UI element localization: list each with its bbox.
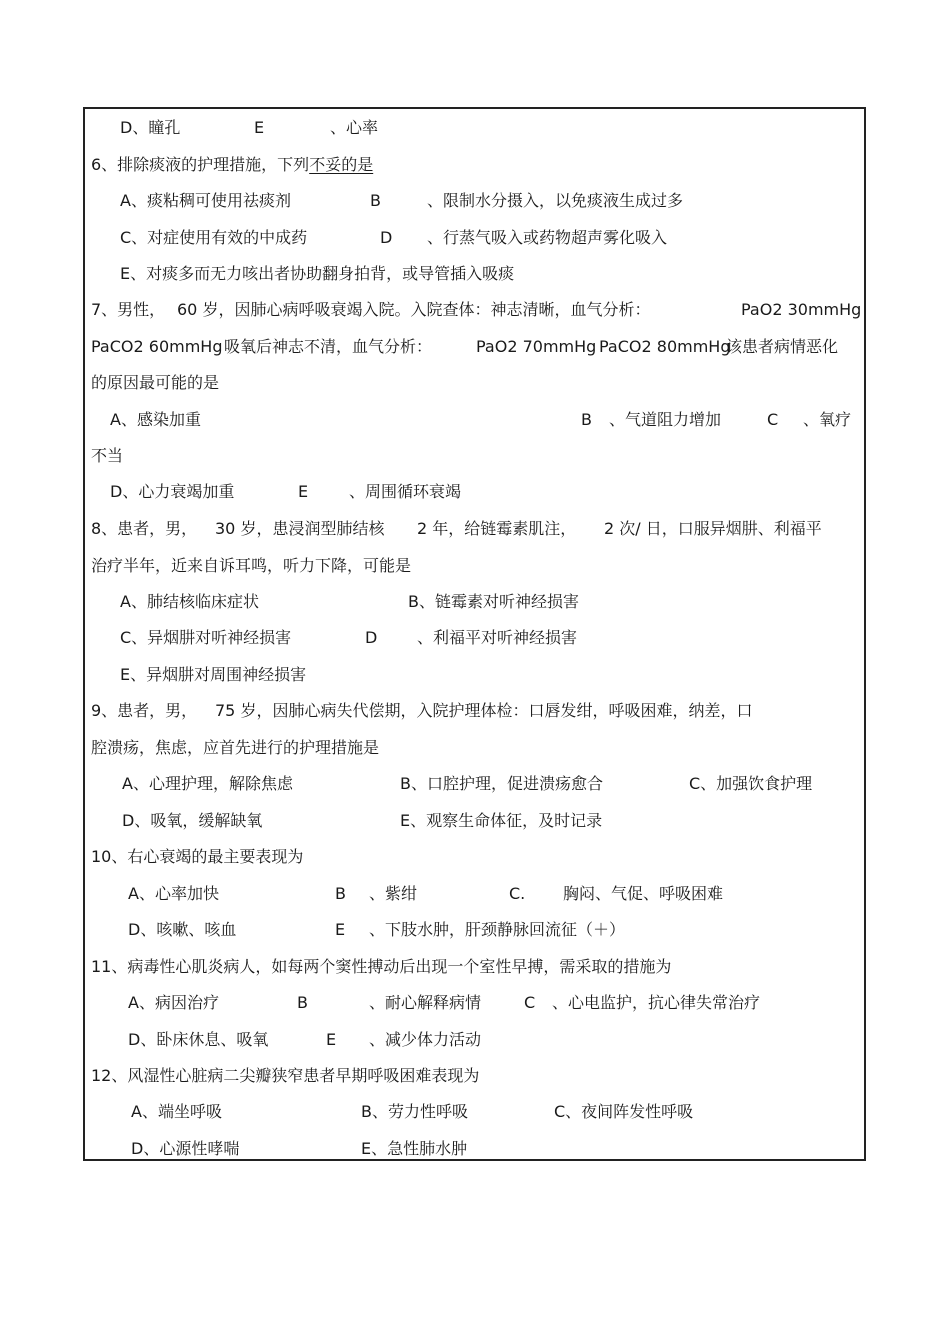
q6-option-a: A、痰粘稠可使用祛痰剂 xyxy=(120,191,291,210)
q11-option-e-text: 、减少体力活动 xyxy=(369,1030,482,1049)
q7-option-c-text: 、氧疗 xyxy=(803,410,852,429)
q8-stem-1b: 30 岁，患浸润型肺结核 xyxy=(215,519,385,538)
q10-option-b-letter: B xyxy=(335,884,346,903)
q7-option-c-wrap: 不当 xyxy=(91,446,124,465)
q6-option-b-text: 、限制水分摄入，以免痰液生成过多 xyxy=(427,191,684,210)
q8-stem-2: 治疗半年，近来自诉耳鸣，听力下降，可能是 xyxy=(91,556,412,575)
q9-option-e: E、观察生命体征，及时记录 xyxy=(400,811,603,830)
q7-stem-2a: PaCO2 60mmHg xyxy=(91,337,223,356)
q9-option-b: B、口腔护理，促进溃疡愈合 xyxy=(400,774,603,793)
q7-stem-2c: PaO2 70mmHg xyxy=(476,337,597,356)
q10-option-c-letter: C. xyxy=(509,884,526,903)
q7-stem-1b: 60 岁，因肺心病呼吸衰竭入院。入院查体：神志清晰，血气分析： xyxy=(177,300,651,319)
q10-stem: 10、右心衰竭的最主要表现为 xyxy=(91,847,304,866)
q12-option-c: C、夜间阵发性呼吸 xyxy=(554,1102,694,1121)
q7-option-e-letter: E xyxy=(298,482,309,501)
q9-stem-1a: 9、患者，男， xyxy=(91,701,198,720)
q9-option-a: A、心理护理，解除焦虑 xyxy=(122,774,293,793)
q7-stem-2d: PaCO2 80mmHg xyxy=(599,337,731,356)
q8-option-e: E、异烟肼对周围神经损害 xyxy=(120,665,307,684)
q7-option-b-text: 、气道阻力增加 xyxy=(609,410,722,429)
q7-stem-1c: PaO2 30mmHg xyxy=(741,300,862,319)
q7-stem-1a: 7、男性， xyxy=(91,300,166,319)
q6-option-b-letter: B xyxy=(370,191,381,210)
q8-stem-1d: 2 次/ 日，口服异烟肼、利福平 xyxy=(604,519,822,538)
q9-stem-2: 腔溃疡，焦虑，应首先进行的护理措施是 xyxy=(91,738,380,757)
q12-option-e: E、急性肺水肿 xyxy=(361,1139,468,1158)
q11-option-a: A、病因治疗 xyxy=(128,993,219,1012)
q6-option-e: E、对痰多而无力咳出者协助翻身拍背，或导管插入吸痰 xyxy=(120,264,515,283)
q10-option-e-text: 、下肢水肿，肝颈静脉回流征（＋） xyxy=(369,920,626,939)
q8-option-d-text: 、利福平对听神经损害 xyxy=(417,628,578,647)
q12-stem: 12、风湿性心脏病二尖瓣狭窄患者早期呼吸困难表现为 xyxy=(91,1066,480,1085)
q8-stem-1a: 8、患者，男， xyxy=(91,519,198,538)
q7-option-d: D、心力衰竭加重 xyxy=(110,482,235,501)
q9-option-c: C、加强饮食护理 xyxy=(689,774,813,793)
q7-option-a: A、感染加重 xyxy=(110,410,201,429)
q5-option-e-text: 、心率 xyxy=(330,118,379,137)
q12-option-b: B、劳力性呼吸 xyxy=(361,1102,468,1121)
q7-stem-2b: 吸氧后神志不清，血气分析： xyxy=(224,337,433,356)
q10-option-e-letter: E xyxy=(335,920,346,939)
q11-option-b-text: 、耐心解释病情 xyxy=(369,993,482,1012)
q11-option-c-text: 、心电监护，抗心律失常治疗 xyxy=(552,993,761,1012)
q11-option-c-letter: C xyxy=(524,993,536,1012)
q11-option-d: D、卧床休息、吸氧 xyxy=(128,1030,269,1049)
q7-option-e-text: 、周围循环衰竭 xyxy=(349,482,462,501)
q10-option-d: D、咳嗽、咳血 xyxy=(128,920,237,939)
q7-stem-2e: 该患者病情恶化 xyxy=(726,337,839,356)
q8-stem-1c: 2 年，给链霉素肌注， xyxy=(417,519,577,538)
q6-option-d-text: 、行蒸气吸入或药物超声雾化吸入 xyxy=(427,228,668,247)
q10-option-c-text: 胸闷、气促、呼吸困难 xyxy=(563,884,724,903)
q12-option-a: A、端坐呼吸 xyxy=(131,1102,222,1121)
q10-option-b-text: 、紫绀 xyxy=(369,884,418,903)
q10-option-a: A、心率加快 xyxy=(128,884,219,903)
q6-stem: 6、排除痰液的护理措施，下列不妥的是 xyxy=(91,155,374,174)
q7-option-b-letter: B xyxy=(581,410,592,429)
q9-option-d: D、吸氧，缓解缺氧 xyxy=(122,811,263,830)
q9-stem-1b: 75 岁，因肺心病失代偿期，入院护理体检：口唇发绀，呼吸困难，纳差，口 xyxy=(215,701,753,720)
q8-option-b: B、链霉素对听神经损害 xyxy=(408,592,579,611)
q6-option-d-letter: D xyxy=(380,228,393,247)
q11-stem: 11、病毒性心肌炎病人，如每两个窦性搏动后出现一个室性早搏，需采取的措施为 xyxy=(91,957,672,976)
q7-stem-3: 的原因最可能的是 xyxy=(91,373,220,392)
q8-option-d-letter: D xyxy=(365,628,378,647)
q11-option-e-letter: E xyxy=(326,1030,337,1049)
q11-option-b-letter: B xyxy=(297,993,308,1012)
q8-option-c: C、异烟肼对听神经损害 xyxy=(120,628,292,647)
q5-option-e-letter: E xyxy=(254,118,265,137)
q7-option-c-letter: C xyxy=(767,410,779,429)
q6-option-c: C、对症使用有效的中成药 xyxy=(120,228,308,247)
q8-option-a: A、肺结核临床症状 xyxy=(120,592,259,611)
q5-option-d: D、瞳孔 xyxy=(120,118,181,137)
q12-option-d: D、心源性哮喘 xyxy=(131,1139,240,1158)
